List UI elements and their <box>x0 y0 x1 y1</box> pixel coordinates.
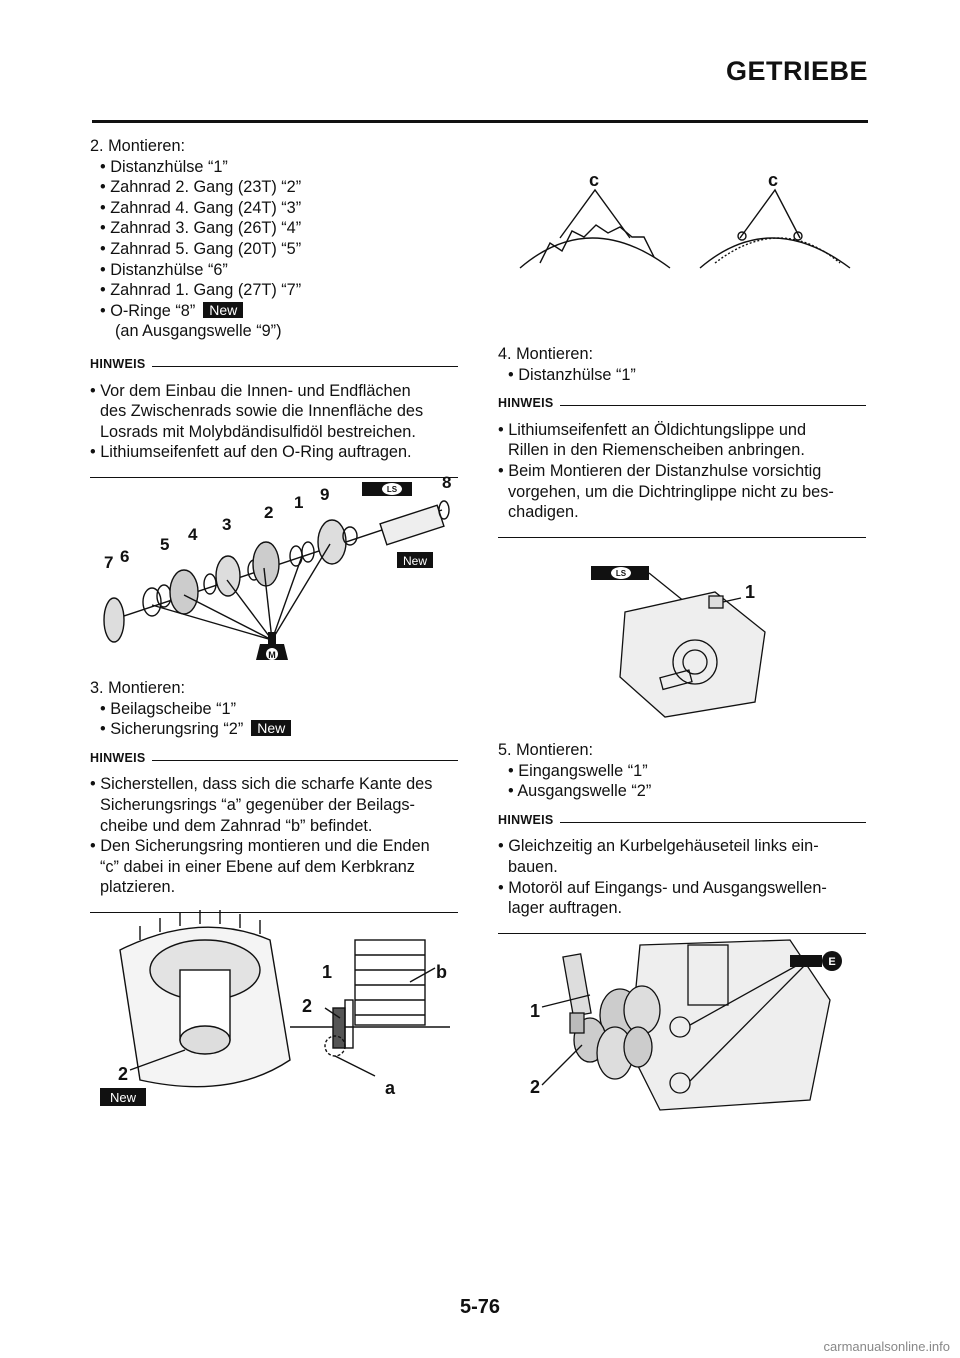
hinweis-line: • Lithiumseifenfett an Öldichtungslippe und <box>498 420 807 439</box>
step5-heading: 5. Montieren: <box>498 741 594 759</box>
new-badge: New <box>203 302 243 318</box>
step2-item: • Zahnrad 3. Gang (26T) “4” <box>100 219 302 238</box>
fig1-label: 5 <box>160 535 170 554</box>
figure-transmission-shafts <box>520 935 850 1115</box>
hinweis-body <box>90 774 458 898</box>
step5-item: • Ausgangswelle “2” <box>508 782 652 801</box>
hinweis-line: Rillen in den Riemenscheiben anbringen. <box>508 441 805 460</box>
fig2-new-badge: New <box>109 1090 137 1105</box>
hinweis-label: HINWEIS <box>498 396 554 411</box>
hinweis-line: • Beim Montieren der Distanzhulse vorsichtig <box>498 461 822 480</box>
step2-item: • Distanzhülse “6” <box>100 260 228 279</box>
hinweis-line: Sicherungsrings “a” gegenüber der Beilags- <box>100 795 415 814</box>
fig1-label: 3 <box>222 515 232 534</box>
step2-note: (an Ausgangswelle “9”) <box>115 322 282 341</box>
step2-item: • Zahnrad 4. Gang (24T) “3” <box>100 198 302 217</box>
hinweis-header <box>90 748 458 769</box>
fig1-label: 4 <box>188 525 198 544</box>
fig3-label: c <box>768 170 779 190</box>
step3-item-ring <box>90 719 458 740</box>
right-column <box>498 344 866 538</box>
hinweis-line: • Vor dem Einbau die Innen- und Endflächen <box>90 381 411 400</box>
fig2-label: 2 <box>302 996 313 1016</box>
hinweis-line: “c” dabei in einer Ebene auf dem Kerbkranz <box>100 857 415 876</box>
watermark: carmanualsonline.info <box>823 1339 950 1354</box>
hinweis-line: cheibe und dem Zahnrad “b” befindet. <box>100 816 373 835</box>
hinweis-line: bauen. <box>508 857 558 876</box>
step2-item: • Zahnrad 1. Gang (27T) “7” <box>100 281 302 300</box>
hinweis-line: • Gleichzeitig an Kurbelgehäuseteil links ein- <box>498 837 819 856</box>
ls-icon-label: LS <box>386 485 398 494</box>
new-badge: New <box>251 720 291 736</box>
figure-crankcase-collar <box>585 552 785 722</box>
hinweis-header <box>498 810 866 831</box>
hinweis-end-rule <box>498 933 866 934</box>
page-number: 5-76 <box>459 1296 501 1318</box>
hinweis-line: chadigen. <box>508 503 579 522</box>
fig5-label: 1 <box>530 1001 541 1021</box>
fig5-label: 2 <box>530 1077 541 1097</box>
hinweis-label: HINWEIS <box>90 750 146 765</box>
fig2-label: b <box>436 962 447 982</box>
fig1-label: 2 <box>264 503 274 522</box>
step4-heading: 4. Montieren: <box>498 345 594 363</box>
step2-item-orings <box>90 301 458 322</box>
hinweis-header <box>90 354 458 375</box>
figure-output-shaft-exploded <box>92 470 462 670</box>
fig2-label: 2 <box>118 1064 129 1084</box>
hinweis-line: lager auftragen. <box>508 899 623 918</box>
hinweis-line: • Sicherstellen, dass sich die scharfe Kante des <box>90 775 433 794</box>
fig1-label: 8 <box>442 473 452 492</box>
ls-icon-label: LS <box>615 569 627 578</box>
fig2-label: a <box>385 1078 396 1098</box>
fig4-label: 1 <box>745 582 756 602</box>
step5-item: • Eingangswelle “1” <box>508 761 648 780</box>
hinweis-line: • Motoröl auf Eingangs- und Ausgangswellen- <box>498 878 827 897</box>
m-icon-label: M <box>268 650 276 660</box>
fig1-label: 6 <box>120 547 130 566</box>
hinweis-body <box>498 836 866 918</box>
step3-heading: 3. Montieren: <box>90 679 186 697</box>
e-icon-label: E <box>828 956 836 968</box>
fig1-label: 7 <box>104 553 114 572</box>
hinweis-header <box>498 393 866 414</box>
step3-item-label: • Sicherungsring “2” <box>100 720 244 739</box>
step4-item: • Distanzhülse “1” <box>508 365 636 384</box>
hinweis-label: HINWEIS <box>498 812 554 827</box>
step2-item-label: • O-Ringe “8” <box>100 301 196 320</box>
fig1-label: 1 <box>294 493 304 512</box>
hinweis-end-rule <box>498 537 866 538</box>
step2-item: • Zahnrad 2. Gang (23T) “2” <box>100 178 302 197</box>
header-rule <box>92 120 868 123</box>
fig1-new-badge: New <box>402 554 428 568</box>
hinweis-line: Losrads mit Molybdändisulfidöl bestreichen. <box>100 422 416 441</box>
left-column <box>90 136 458 478</box>
figure-circlip <box>100 910 460 1110</box>
step2-item: • Zahnrad 5. Gang (20T) “5” <box>100 239 302 258</box>
fig3-label: c <box>589 170 600 190</box>
fig2-label: 1 <box>322 962 333 982</box>
hinweis-line: des Zwischenrads sowie die Innenfläche des <box>100 402 424 421</box>
figure-circlip-ends <box>510 168 860 278</box>
step2-heading: 2. Montieren: <box>90 137 186 155</box>
hinweis-body <box>498 420 866 523</box>
left-column-lower <box>90 678 458 913</box>
page-title: GETRIEBE <box>725 56 868 86</box>
fig1-label: 9 <box>320 485 330 504</box>
hinweis-line: • Lithiumseifenfett auf den O-Ring auftragen. <box>90 443 412 462</box>
hinweis-label: HINWEIS <box>90 356 146 371</box>
hinweis-line: • Den Sicherungsring montieren und die Enden <box>90 837 430 856</box>
step3-item: • Beilagscheibe “1” <box>100 699 237 718</box>
step2-item: • Distanzhülse “1” <box>100 157 228 176</box>
hinweis-line: platzieren. <box>100 878 176 897</box>
hinweis-line: vorgehen, um die Dichtringlippe nicht zu bes- <box>508 482 834 501</box>
right-column-lower <box>498 740 866 934</box>
hinweis-body <box>90 381 458 463</box>
